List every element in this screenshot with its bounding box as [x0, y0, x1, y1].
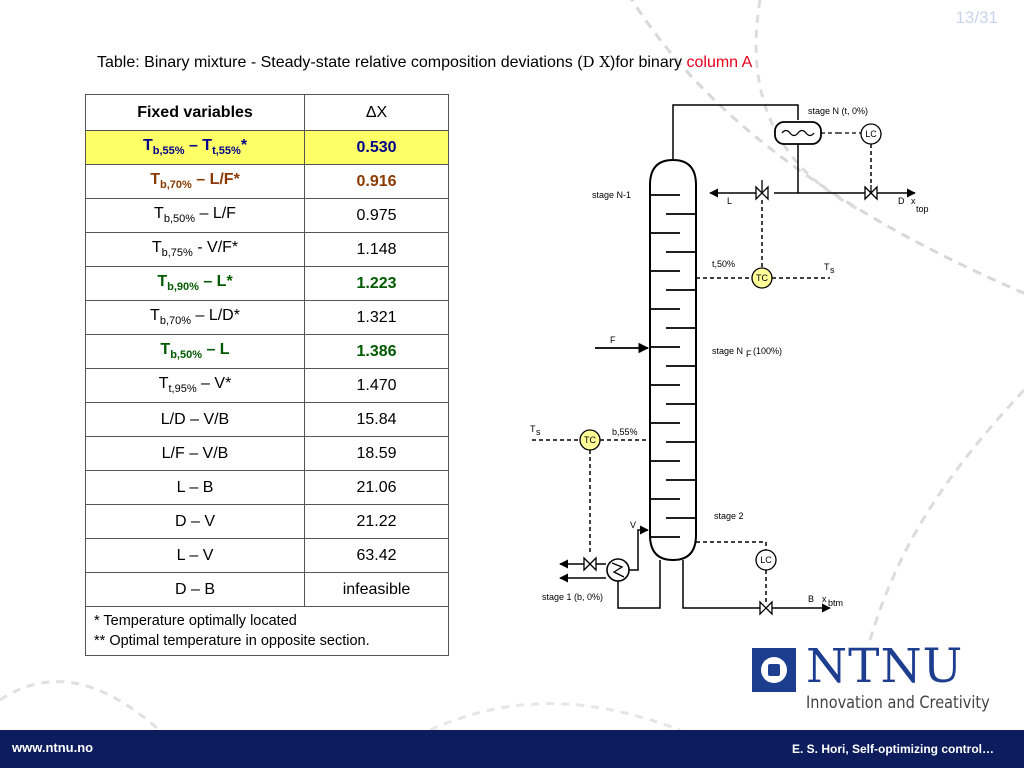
variable-text: L/D – V/B	[160, 410, 230, 428]
table-row	[86, 437, 449, 471]
delta-x-cell: infeasible	[305, 573, 449, 607]
variable-subscript: b,50%	[170, 349, 202, 362]
label-b: B	[808, 594, 815, 604]
lc-bottom-label: LC	[760, 555, 772, 565]
delta-x-cell: 21.22	[305, 505, 449, 539]
fixed-variable-cell	[86, 505, 305, 539]
bottoms-valve	[760, 602, 772, 614]
fixed-variable-cell	[86, 131, 305, 165]
delta-x-cell: 0.530	[305, 131, 449, 165]
table-row	[86, 539, 449, 573]
variable-text: – T	[184, 137, 213, 155]
label-ts-bottom-sub: s	[536, 427, 541, 437]
label-t50: t,50%	[712, 259, 736, 269]
label-ts-top: T	[824, 262, 830, 272]
fixed-variable-cell	[86, 403, 305, 437]
delta-x-cell: 21.06	[305, 471, 449, 505]
column-shell	[650, 160, 696, 560]
fixed-variable-cell	[86, 199, 305, 233]
ntnu-logo-mark	[752, 648, 796, 692]
table-row	[86, 335, 449, 369]
ntnu-logo-tagline: Innovation and Creativity	[806, 693, 990, 712]
note-1: * Temperature optimally located	[94, 613, 297, 629]
variable-subscript: b,90%	[167, 281, 199, 294]
fixed-variable-cell	[86, 335, 305, 369]
fixed-variable-cell	[86, 165, 305, 199]
note-2: ** Optimal temperature in opposite section.	[94, 633, 370, 649]
delta-x-cell: 63.42	[305, 539, 449, 573]
tc-bottom-label: TC	[584, 435, 596, 445]
delta-x-cell: 1.321	[305, 301, 449, 335]
variable-text: – L/F	[195, 205, 236, 223]
variable-text: L – B	[176, 478, 214, 496]
label-d: D	[898, 196, 905, 206]
fixed-variable-cell	[86, 573, 305, 607]
footer-author: E. S. Hori, Self-optimizing control…	[791, 742, 994, 756]
variable-subscript: b,50%	[163, 213, 196, 226]
table-row	[86, 505, 449, 539]
distillation-column-diagram	[520, 90, 960, 620]
lc-top-label: LC	[865, 129, 877, 139]
fixed-variable-cell	[86, 267, 305, 301]
fixed-variable-cell	[86, 437, 305, 471]
variable-text: T	[154, 205, 164, 223]
table-row	[86, 301, 449, 335]
variable-text: T	[150, 171, 160, 189]
variable-text: D – B	[174, 580, 215, 598]
variable-text: – L	[202, 341, 230, 359]
header-delta-x: ΔX	[305, 95, 449, 131]
variable-text: - V/F*	[192, 239, 239, 257]
table-row	[86, 573, 449, 607]
variable-text: T	[142, 137, 153, 155]
header-fixed-variables: Fixed variables	[86, 95, 305, 131]
caption-suffix: )for binary	[610, 54, 687, 71]
label-stage2: stage 2	[714, 511, 744, 521]
label-stage-nf: stage N	[712, 346, 744, 356]
label-stage1: stage 1 (b, 0%)	[542, 592, 604, 602]
label-l: L	[727, 196, 733, 206]
label-x-top: x	[911, 196, 916, 206]
variable-text: *	[240, 137, 248, 155]
variable-text: – V*	[196, 375, 232, 393]
variable-subscript: t,55%	[212, 145, 241, 158]
fixed-variable-cell	[86, 301, 305, 335]
delta-x-cell: 1.470	[305, 369, 449, 403]
table-row	[86, 403, 449, 437]
label-ts-top-sub: s	[830, 265, 835, 275]
delta-x-cell: 1.386	[305, 335, 449, 369]
ntnu-logo-name: NTNU	[806, 639, 964, 694]
delta-x-cell: 0.916	[305, 165, 449, 199]
table-row	[86, 233, 449, 267]
notes-row	[86, 607, 449, 656]
fixed-variable-cell	[86, 539, 305, 573]
variable-subscript: b,70%	[159, 315, 192, 328]
table-row	[86, 131, 449, 165]
label-x-top-sub: top	[916, 204, 929, 214]
variable-text: T	[151, 239, 162, 257]
delta-x-cell: 18.59	[305, 437, 449, 471]
variable-subscript: b,55%	[152, 145, 185, 158]
label-stage-n: stage N (t, 0%)	[808, 106, 869, 116]
label-stage-nf-pct: (100%)	[753, 346, 783, 356]
label-stage-n1: stage N-1	[592, 190, 632, 200]
label-x-btm-sub: btm	[828, 598, 844, 608]
delta-x-cell: 15.84	[305, 403, 449, 437]
variable-text: – L/F*	[191, 171, 240, 189]
variable-text: T	[157, 273, 168, 291]
variable-subscript: t,95%	[168, 383, 197, 396]
table-notes	[86, 607, 449, 656]
caption-prefix: Table: Binary mixture - Steady-state relative composition deviations (	[97, 54, 583, 71]
variable-text: T	[150, 307, 160, 325]
table-row	[86, 199, 449, 233]
delta-x-cell: 1.148	[305, 233, 449, 267]
variable-text: L/F – V/B	[161, 444, 229, 462]
fixed-variable-cell	[86, 233, 305, 267]
delta-x-cell: 0.975	[305, 199, 449, 233]
caption-symbol: D X	[582, 53, 611, 71]
table-row	[86, 471, 449, 505]
steam-valve	[584, 558, 596, 570]
ntnu-logo	[752, 639, 1002, 715]
label-stage-nf-sub: F	[746, 349, 752, 359]
deviation-table	[85, 94, 449, 656]
label-f: F	[610, 335, 616, 345]
variable-subscript: b,75%	[161, 247, 193, 260]
variable-text: – L*	[198, 273, 233, 291]
label-x-btm: x	[822, 594, 827, 604]
label-b55: b,55%	[612, 427, 638, 437]
variable-text: T	[160, 341, 171, 359]
footer-url-link[interactable]: www.ntnu.no	[12, 740, 94, 755]
table-row	[86, 267, 449, 301]
variable-text: D – V	[174, 512, 215, 530]
table-row	[86, 165, 449, 199]
delta-x-cell: 1.223	[305, 267, 449, 301]
caption-highlight: column A	[686, 54, 753, 71]
label-v: V	[630, 520, 637, 530]
label-ts-bottom: T	[530, 424, 536, 434]
fixed-variable-cell	[86, 471, 305, 505]
table-row	[86, 369, 449, 403]
table-header-row	[86, 95, 449, 131]
variable-text: T	[158, 375, 169, 393]
variable-text: – L/D*	[191, 307, 240, 325]
fixed-variable-cell	[86, 369, 305, 403]
variable-subscript: b,70%	[159, 179, 192, 192]
page-number: 13/31	[955, 8, 998, 27]
variable-text: L – V	[176, 546, 214, 564]
footer-bar	[0, 730, 1024, 768]
tc-top-label: TC	[756, 273, 768, 283]
table-caption	[97, 53, 752, 72]
